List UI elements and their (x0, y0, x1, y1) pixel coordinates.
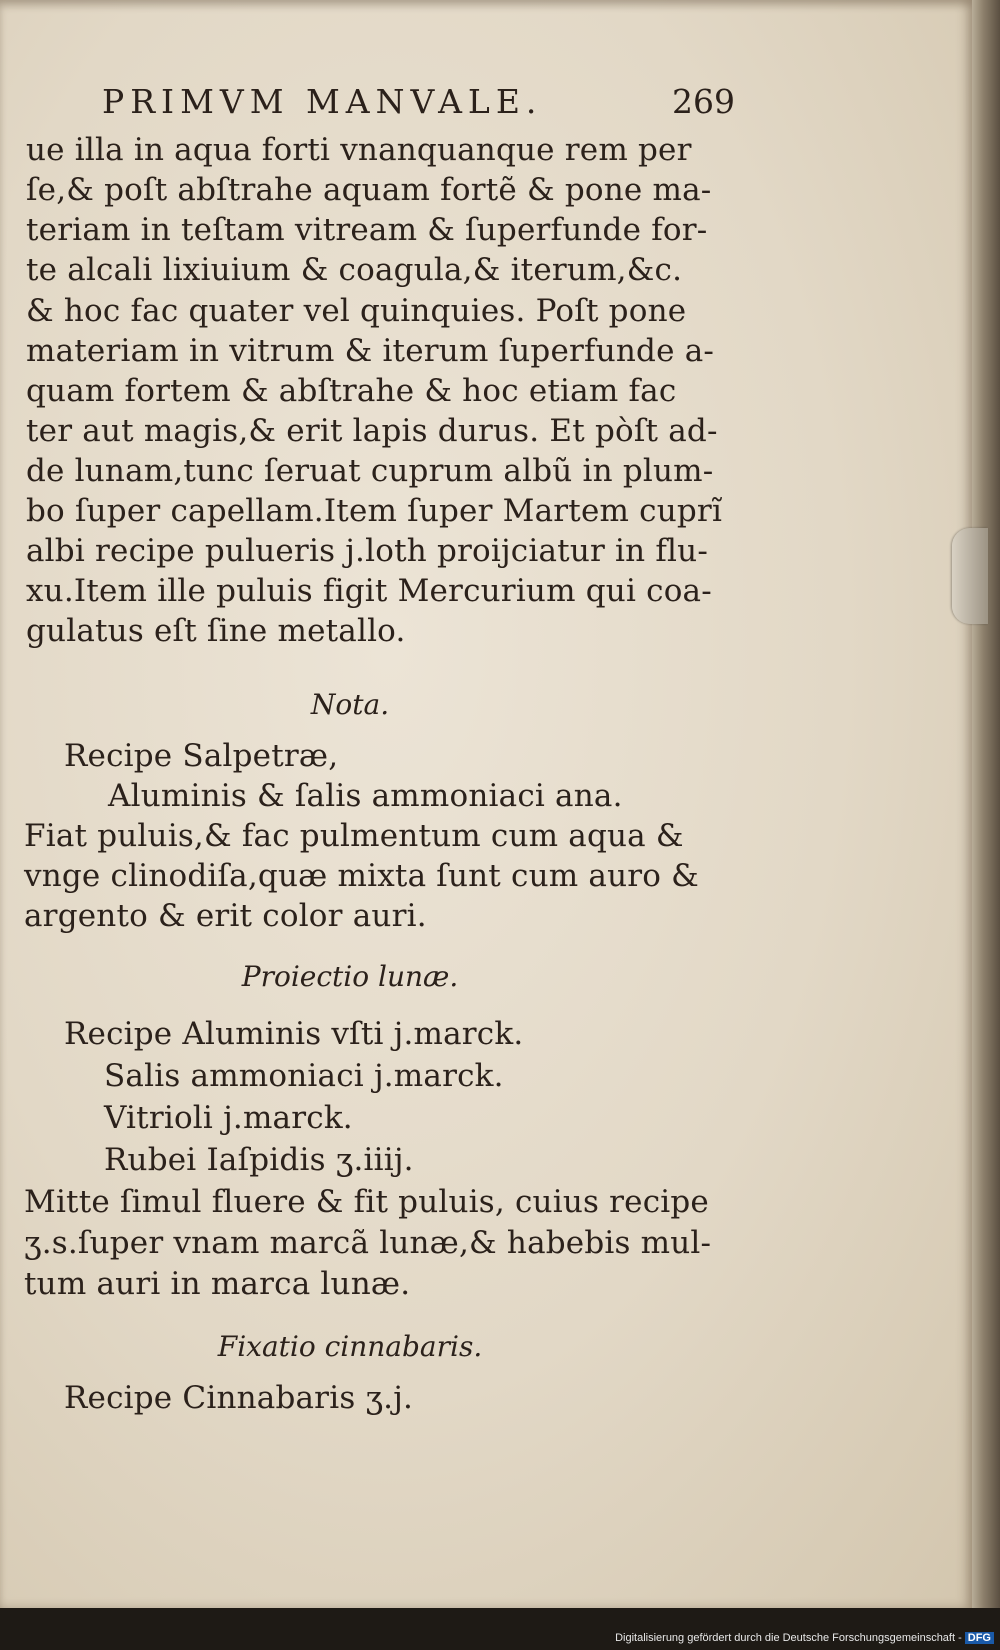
text-line: quam fortem & abſtrahe & hoc etiam fac (26, 373, 677, 409)
text-line: Mitte ſimul fluere & fit puluis, cuius recipe (24, 1184, 709, 1220)
section-heading-proiectio: Proiectio lunæ. (241, 960, 459, 993)
recipe-line: Recipe Salpetræ, (64, 738, 339, 774)
text-line: albi recipe pulueris j.loth proijciatur in flu- (26, 533, 709, 569)
section-heading-fixatio: Fixatio cinnabaris. (217, 1330, 483, 1363)
section-heading-nota: Nota. (310, 688, 390, 721)
text-line: ʒ.s.ſuper vnam marcã lunæ,& habebis mul- (24, 1225, 712, 1261)
recipe-line: Salis ammoniaci j.marck. (104, 1058, 504, 1094)
text-line: gulatus eſt ſine metallo. (26, 613, 406, 649)
text-line: ue illa in aqua forti vnanquanque rem per (26, 132, 692, 168)
text-line: ter aut magis,& erit lapis durus. Et pòſt ad- (26, 413, 718, 449)
recipe-line: Recipe Aluminis vſti j.marck. (64, 1016, 524, 1052)
page-edge (972, 0, 1000, 1620)
dfg-logo: DFG (965, 1632, 994, 1644)
recipe-line: Aluminis & ſalis ammoniaci ana. (108, 778, 623, 814)
text-line: tum auri in marca lunæ. (24, 1266, 411, 1302)
text-line: vnge clinodiſa,quæ mixta ſunt cum auro & (24, 858, 699, 894)
text-line: argento & erit color auri. (24, 898, 427, 934)
recipe-line: Vitrioli j.marck. (104, 1100, 353, 1136)
text-line: bo ſuper capellam.Item ſuper Martem cuprĩ (26, 493, 723, 529)
text-line: xu.Item ille puluis figit Mercurium qui coa- (26, 573, 712, 609)
recipe-line: Recipe Cinnabaris ʒ.j. (64, 1380, 414, 1416)
running-title: PRIMVM MANVALE. (102, 82, 543, 121)
text-line: materiam in vitrum & iterum ſuperfunde a- (26, 333, 715, 369)
digitization-credit (615, 1632, 994, 1644)
page-tab (952, 528, 988, 624)
text-line: de lunam,tunc ſeruat cuprum albũ in plum- (26, 453, 714, 489)
text-line: Fiat puluis,& fac pulmentum cum aqua & (24, 818, 684, 854)
page-number: 269 (672, 82, 735, 121)
text-line: teriam in teſtam vitream & ſuperfunde for- (26, 212, 708, 248)
recipe-line: Rubei Iaſpidis ʒ.iiij. (104, 1142, 414, 1178)
text-line: ſe,& poſt abſtrahe aquam fortẽ & pone ma- (26, 172, 712, 208)
credit-text: Digitalisierung gefördert durch die Deutsche Forschungsgemeinschaft - (615, 1632, 962, 1644)
text-line: & hoc fac quater vel quinquies. Poſt pone (26, 293, 687, 329)
text-line: te alcali lixiuium & coagula,& iterum,&c. (26, 252, 683, 288)
